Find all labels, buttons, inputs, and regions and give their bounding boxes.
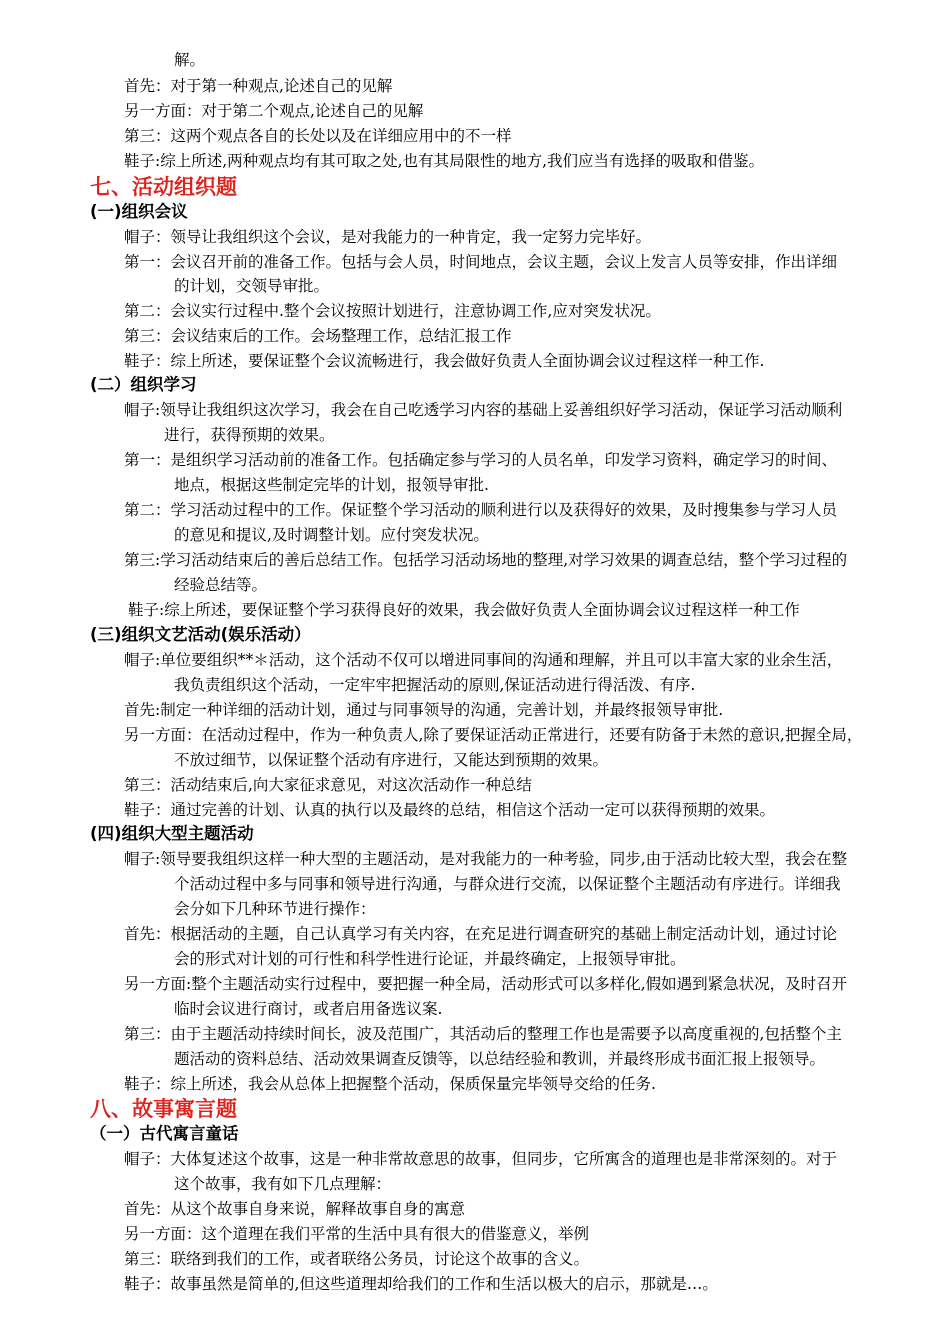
text-line: 第三：活动结束后,向大家征求意见，对这次活动作一种总结 xyxy=(124,776,532,794)
text-line: 经验总结等。 xyxy=(174,576,268,594)
subsection-heading: (三)组织文艺活动(娱乐活动） xyxy=(90,625,311,644)
text-line: 个活动过程中多与同事和领导进行沟通，与群众进行交流，以保证整个主题活动有序进行。详细我 xyxy=(174,875,841,893)
text-line: 题活动的资料总结、活动效果调查反馈等，以总结经验和教训，并最终形成书面汇报上报领导。 xyxy=(174,1050,826,1068)
text-line: 第三：联络到我们的工作，或者联络公务员，讨论这个故事的含义。 xyxy=(124,1250,590,1268)
text-line: 鞋子：通过完善的计划、认真的执行以及最终的总结，相信这个活动一定可以获得预期的效果。 xyxy=(124,801,776,819)
text-line: 第一：会议召开前的准备工作。包括与会人员，时间地点，会议主题，会议上发言人员等安排，作出详细 xyxy=(124,253,838,271)
text-line: 临时会议进行商讨，或者启用备选议案. xyxy=(174,1000,443,1018)
text-line: 第二：学习活动过程中的工作。保证整个学习活动的顺利进行以及获得好的效果，及时搜集参与学习人员 xyxy=(124,501,838,519)
subsection-heading: （一）古代寓言童话 xyxy=(90,1124,239,1143)
text-line: 会的形式对计划的可行性和科学性进行论证，并最终确定，上报领导审批。 xyxy=(174,950,686,968)
text-line: 第三：由于主题活动持续时间长，波及范围广，其活动后的整理工作也是需要予以高度重视的,包括整个主 xyxy=(124,1025,842,1043)
subsection-heading: (二）组织学习 xyxy=(90,375,197,394)
text-line: 第三:学习活动结束后的善后总结工作。包括学习活动场地的整理,对学习效果的调查总结，整个学习过程的 xyxy=(124,551,848,569)
text-line: 解。 xyxy=(174,51,206,69)
text-line: 帽子:单位要组织**＊活动，这个活动不仅可以增进同事间的沟通和理解，并且可以丰富大家的业余生活， xyxy=(124,651,843,669)
text-line: 首先：对于第一种观点,论述自己的见解 xyxy=(124,77,393,95)
text-line: 这个故事，我有如下几点理解： xyxy=(174,1175,392,1193)
text-line: 另一方面:整个主题活动实行过程中，要把握一种全局，活动形式可以多样化,假如遇到紧急状况，及时召开 xyxy=(124,975,848,993)
text-line: 帽子:领导让我组织这次学习，我会在自己吃透学习内容的基础上妥善组织好学习活动，保证学习活动顺利 xyxy=(124,401,843,419)
text-line: 第三：这两个观点各自的长处以及在详细应用中的不一样 xyxy=(124,127,512,145)
subsection-heading: (四)组织大型主题活动 xyxy=(90,824,254,843)
text-line: 鞋子:综上所述，要保证整个学习获得良好的效果，我会做好负责人全面协调会议过程这样一种工作 xyxy=(128,601,800,619)
text-line: 第二：会议实行过程中.整个会议按照计划进行，注意协调工作,应对突发状况。 xyxy=(124,302,661,320)
text-line: 第三：会议结束后的工作。会场整理工作，总结汇报工作 xyxy=(124,327,512,345)
text-line: 鞋子：故事虽然是简单的,但这些道理却给我们的工作和生活以极大的启示，那就是…。 xyxy=(124,1275,718,1293)
text-line: 会分如下几种环节进行操作： xyxy=(174,900,376,918)
section-heading: 七、活动组织题 xyxy=(90,175,237,199)
text-line: 鞋子：综上所述，我会从总体上把握整个活动，保质保量完毕领导交给的任务. xyxy=(124,1075,656,1093)
text-line: 的计划，交领导审批。 xyxy=(174,277,330,295)
text-line: 另一方面：对于第二个观点,论述自己的见解 xyxy=(124,102,424,120)
text-line: 帽子:领导要我组织这样一种大型的主题活动，是对我能力的一种考验，同步,由于活动比较大型，我会在整 xyxy=(124,850,848,868)
text-line: 首先:制定一种详细的活动计划，通过与同事领导的沟通，完善计划，并最终报领导审批. xyxy=(124,701,724,719)
text-line: 鞋子：综上所述，要保证整个会议流畅进行，我会做好负责人全面协调会议过程这样一种工作. xyxy=(124,352,765,370)
text-line: 进行，获得预期的效果。 xyxy=(164,426,335,444)
text-line: 另一方面：这个道理在我们平常的生活中具有很大的借鉴意义，举例 xyxy=(124,1225,590,1243)
text-line: 首先：根据活动的主题，自己认真学习有关内容，在充足进行调查研究的基础上制定活动计划，通过讨论 xyxy=(124,925,838,943)
text-line: 帽子：大体复述这个故事，这是一种非常故意思的故事，但同步，它所寓含的道理也是非常深刻的。对于 xyxy=(124,1150,838,1168)
text-line: 我负责组织这个活动，一定牢牢把握活动的原则,保证活动进行得活泼、有序. xyxy=(174,676,696,694)
text-line: 鞋子:综上所述,两种观点均有其可取之处,也有其局限性的地方,我们应当有选择的吸取和借鉴。 xyxy=(124,152,765,170)
section-heading: 八、故事寓言题 xyxy=(90,1097,237,1121)
text-line: 另一方面：在活动过程中，作为一种负责人,除了要保证活动正常进行，还要有防备于未然的意识,把握全局， xyxy=(124,726,863,744)
text-line: 不放过细节，以保证整个活动有序进行，又能达到预期的效果。 xyxy=(174,751,609,769)
subsection-heading: (一)组织会议 xyxy=(90,202,188,221)
text-line: 帽子：领导让我组织这个会议，是对我能力的一种肯定，我一定努力完毕好。 xyxy=(124,228,652,246)
text-line: 的意见和提议,及时调整计划。应付突发状况。 xyxy=(174,526,489,544)
text-line: 第一：是组织学习活动前的准备工作。包括确定参与学习的人员名单，印发学习资料，确定学习的时间、 xyxy=(124,451,838,469)
text-line: 地点，根据这些制定完毕的计划，报领导审批. xyxy=(174,476,489,494)
text-line: 首先：从这个故事自身来说，解释故事自身的寓意 xyxy=(124,1200,466,1218)
